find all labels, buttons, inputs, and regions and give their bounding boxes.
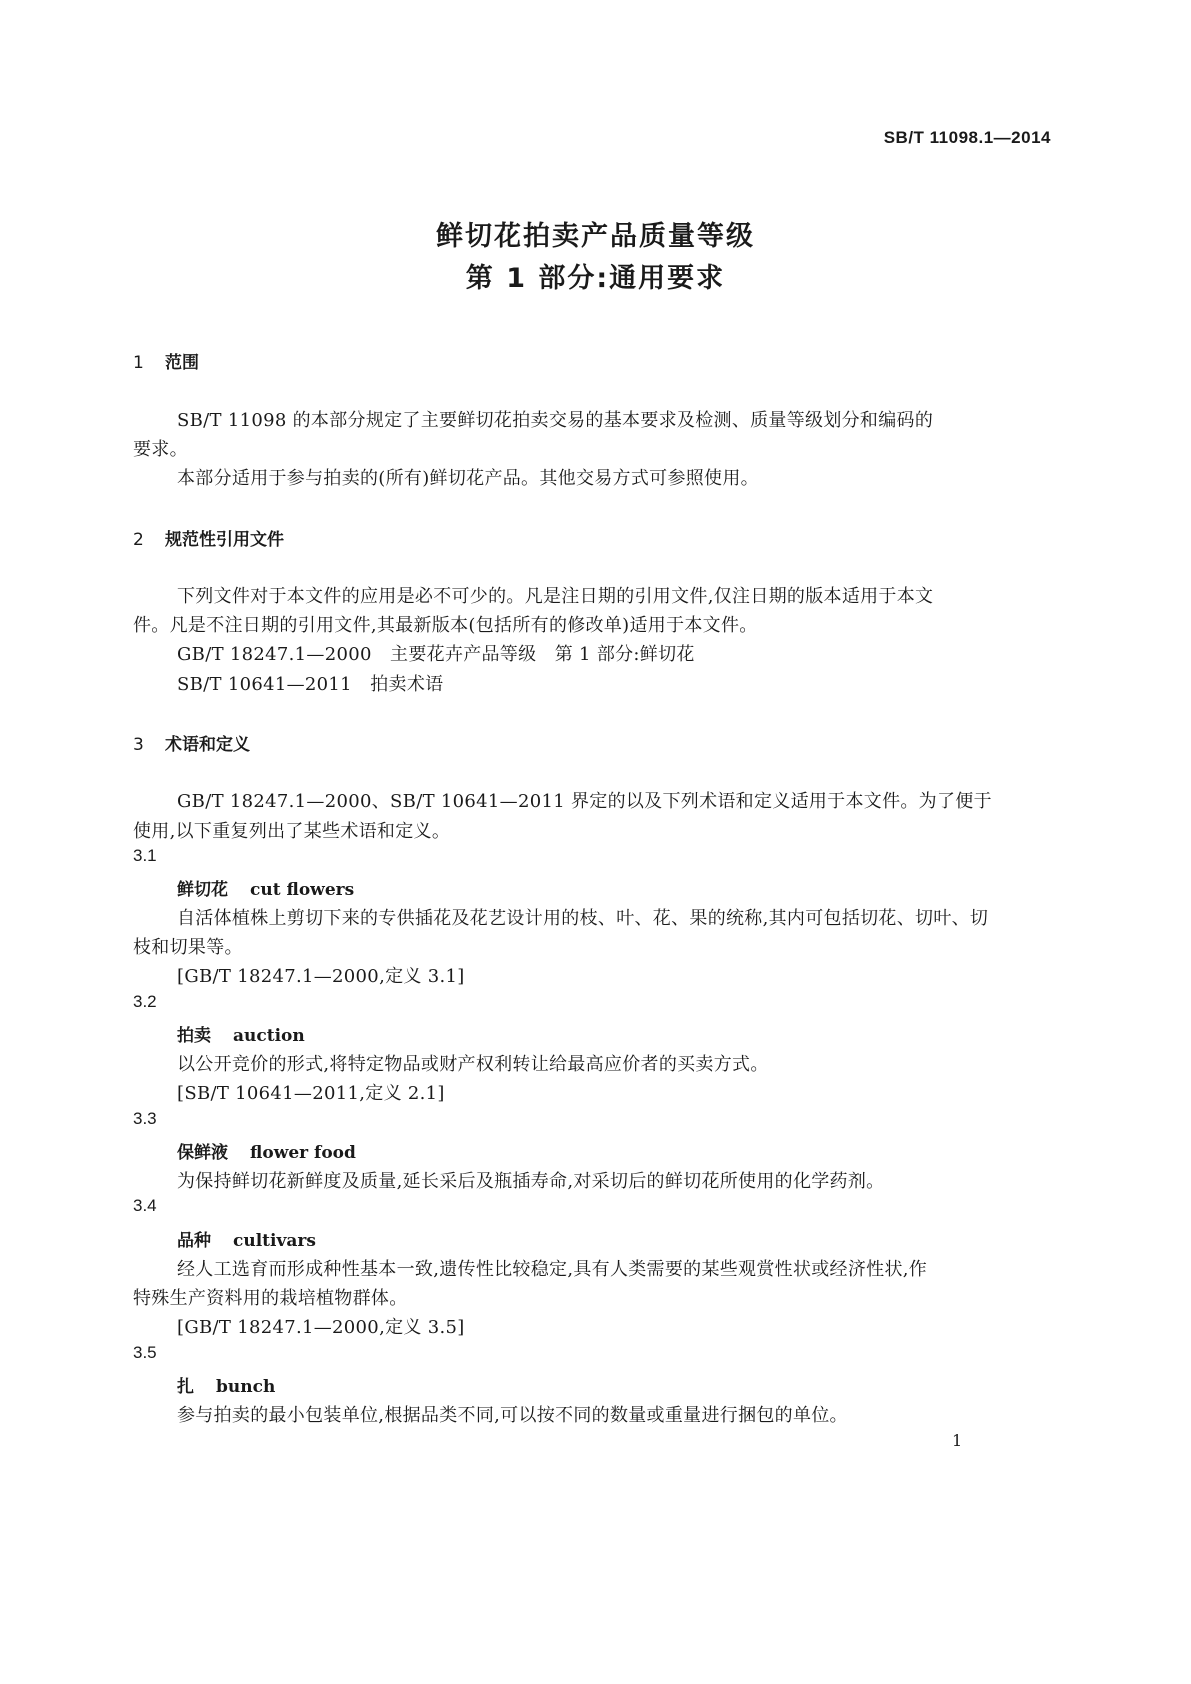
term-zh: 拍卖 <box>177 1026 211 1046</box>
section-1-heading <box>133 348 199 373</box>
term-zh: 品种 <box>177 1231 211 1251</box>
term-zh: 鲜切花 <box>177 880 228 900</box>
section-title: 范围 <box>165 353 199 373</box>
definition: 枝和切果等。 <box>133 937 243 958</box>
clause-number: 3.2 <box>133 992 157 1011</box>
term-zh: 扎 <box>177 1377 194 1397</box>
clause-number: 3.3 <box>133 1109 157 1128</box>
term <box>177 875 354 900</box>
term <box>177 1138 356 1163</box>
source-citation: [GB/T 18247.1—2000,定义 3.1] <box>177 966 465 987</box>
source-citation: [SB/T 10641—2011,定义 2.1] <box>177 1083 445 1104</box>
definition: 参与拍卖的最小包装单位,根据品类不同,可以按不同的数量或重量进行捆包的单位。 <box>177 1405 848 1426</box>
term <box>177 1021 305 1046</box>
section-number: 3 <box>133 735 144 755</box>
section-title: 术语和定义 <box>165 735 250 755</box>
page-number: 1 <box>952 1431 963 1450</box>
term <box>177 1226 316 1251</box>
term-en: cultivars <box>233 1231 316 1251</box>
source-citation: [GB/T 18247.1—2000,定义 3.5] <box>177 1317 465 1338</box>
paragraph: 下列文件对于本文件的应用是必不可少的。凡是注日期的引用文件,仅注日期的版本适用于本文 <box>177 586 934 607</box>
clause-number: 3.5 <box>133 1343 157 1362</box>
section-2-heading <box>133 525 284 550</box>
section-number: 1 <box>133 353 144 373</box>
reference-item: SB/T 10641—2011 拍卖术语 <box>177 674 444 695</box>
section-number: 2 <box>133 530 144 550</box>
clause-number: 3.1 <box>133 846 157 865</box>
doc-title: 鲜切花拍卖产品质量等级 <box>436 221 755 252</box>
doc-subtitle: 第 1 部分:通用要求 <box>465 263 726 294</box>
term <box>177 1372 275 1397</box>
section-title: 规范性引用文件 <box>165 530 284 550</box>
definition: 为保持鲜切花新鲜度及质量,延长采后及瓶插寿命,对采切后的鲜切花所使用的化学药剂。 <box>177 1171 885 1192</box>
definition: 以公开竞价的形式,将特定物品或财产权利转让给最高应价者的买卖方式。 <box>177 1054 769 1075</box>
paragraph: 使用,以下重复列出了某些术语和定义。 <box>133 821 451 842</box>
term-en: bunch <box>216 1377 276 1397</box>
paragraph: 本部分适用于参与拍卖的(所有)鲜切花产品。其他交易方式可参照使用。 <box>177 468 759 489</box>
paragraph: 要求。 <box>133 439 188 460</box>
paragraph: SB/T 11098 的本部分规定了主要鲜切花拍卖交易的基本要求及检测、质量等级划分和编码的 <box>177 410 934 431</box>
paragraph: GB/T 18247.1—2000、SB/T 10641—2011 界定的以及下列术语和定义适用于本文件。为了便于 <box>177 791 992 812</box>
clause-number: 3.4 <box>133 1196 157 1215</box>
definition: 经人工选育而形成种性基本一致,遗传性比较稳定,具有人类需要的某些观赏性状或经济性状,作 <box>177 1259 928 1280</box>
term-en: auction <box>233 1026 305 1046</box>
term-en: flower food <box>250 1143 356 1163</box>
reference-item: GB/T 18247.1—2000 主要花卉产品等级 第 1 部分:鲜切花 <box>177 644 695 665</box>
term-zh: 保鲜液 <box>177 1143 228 1163</box>
term-en: cut flowers <box>250 880 355 900</box>
definition: 自活体植株上剪切下来的专供插花及花艺设计用的枝、叶、花、果的统称,其内可包括切花、切叶、切 <box>177 908 989 929</box>
section-3-heading <box>133 730 250 755</box>
paragraph: 件。凡是不注日期的引用文件,其最新版本(包括所有的修改单)适用于本文件。 <box>133 615 758 636</box>
standard-code: SB/T 11098.1—2014 <box>883 128 1051 147</box>
definition: 特殊生产资料用的栽培植物群体。 <box>133 1288 408 1309</box>
